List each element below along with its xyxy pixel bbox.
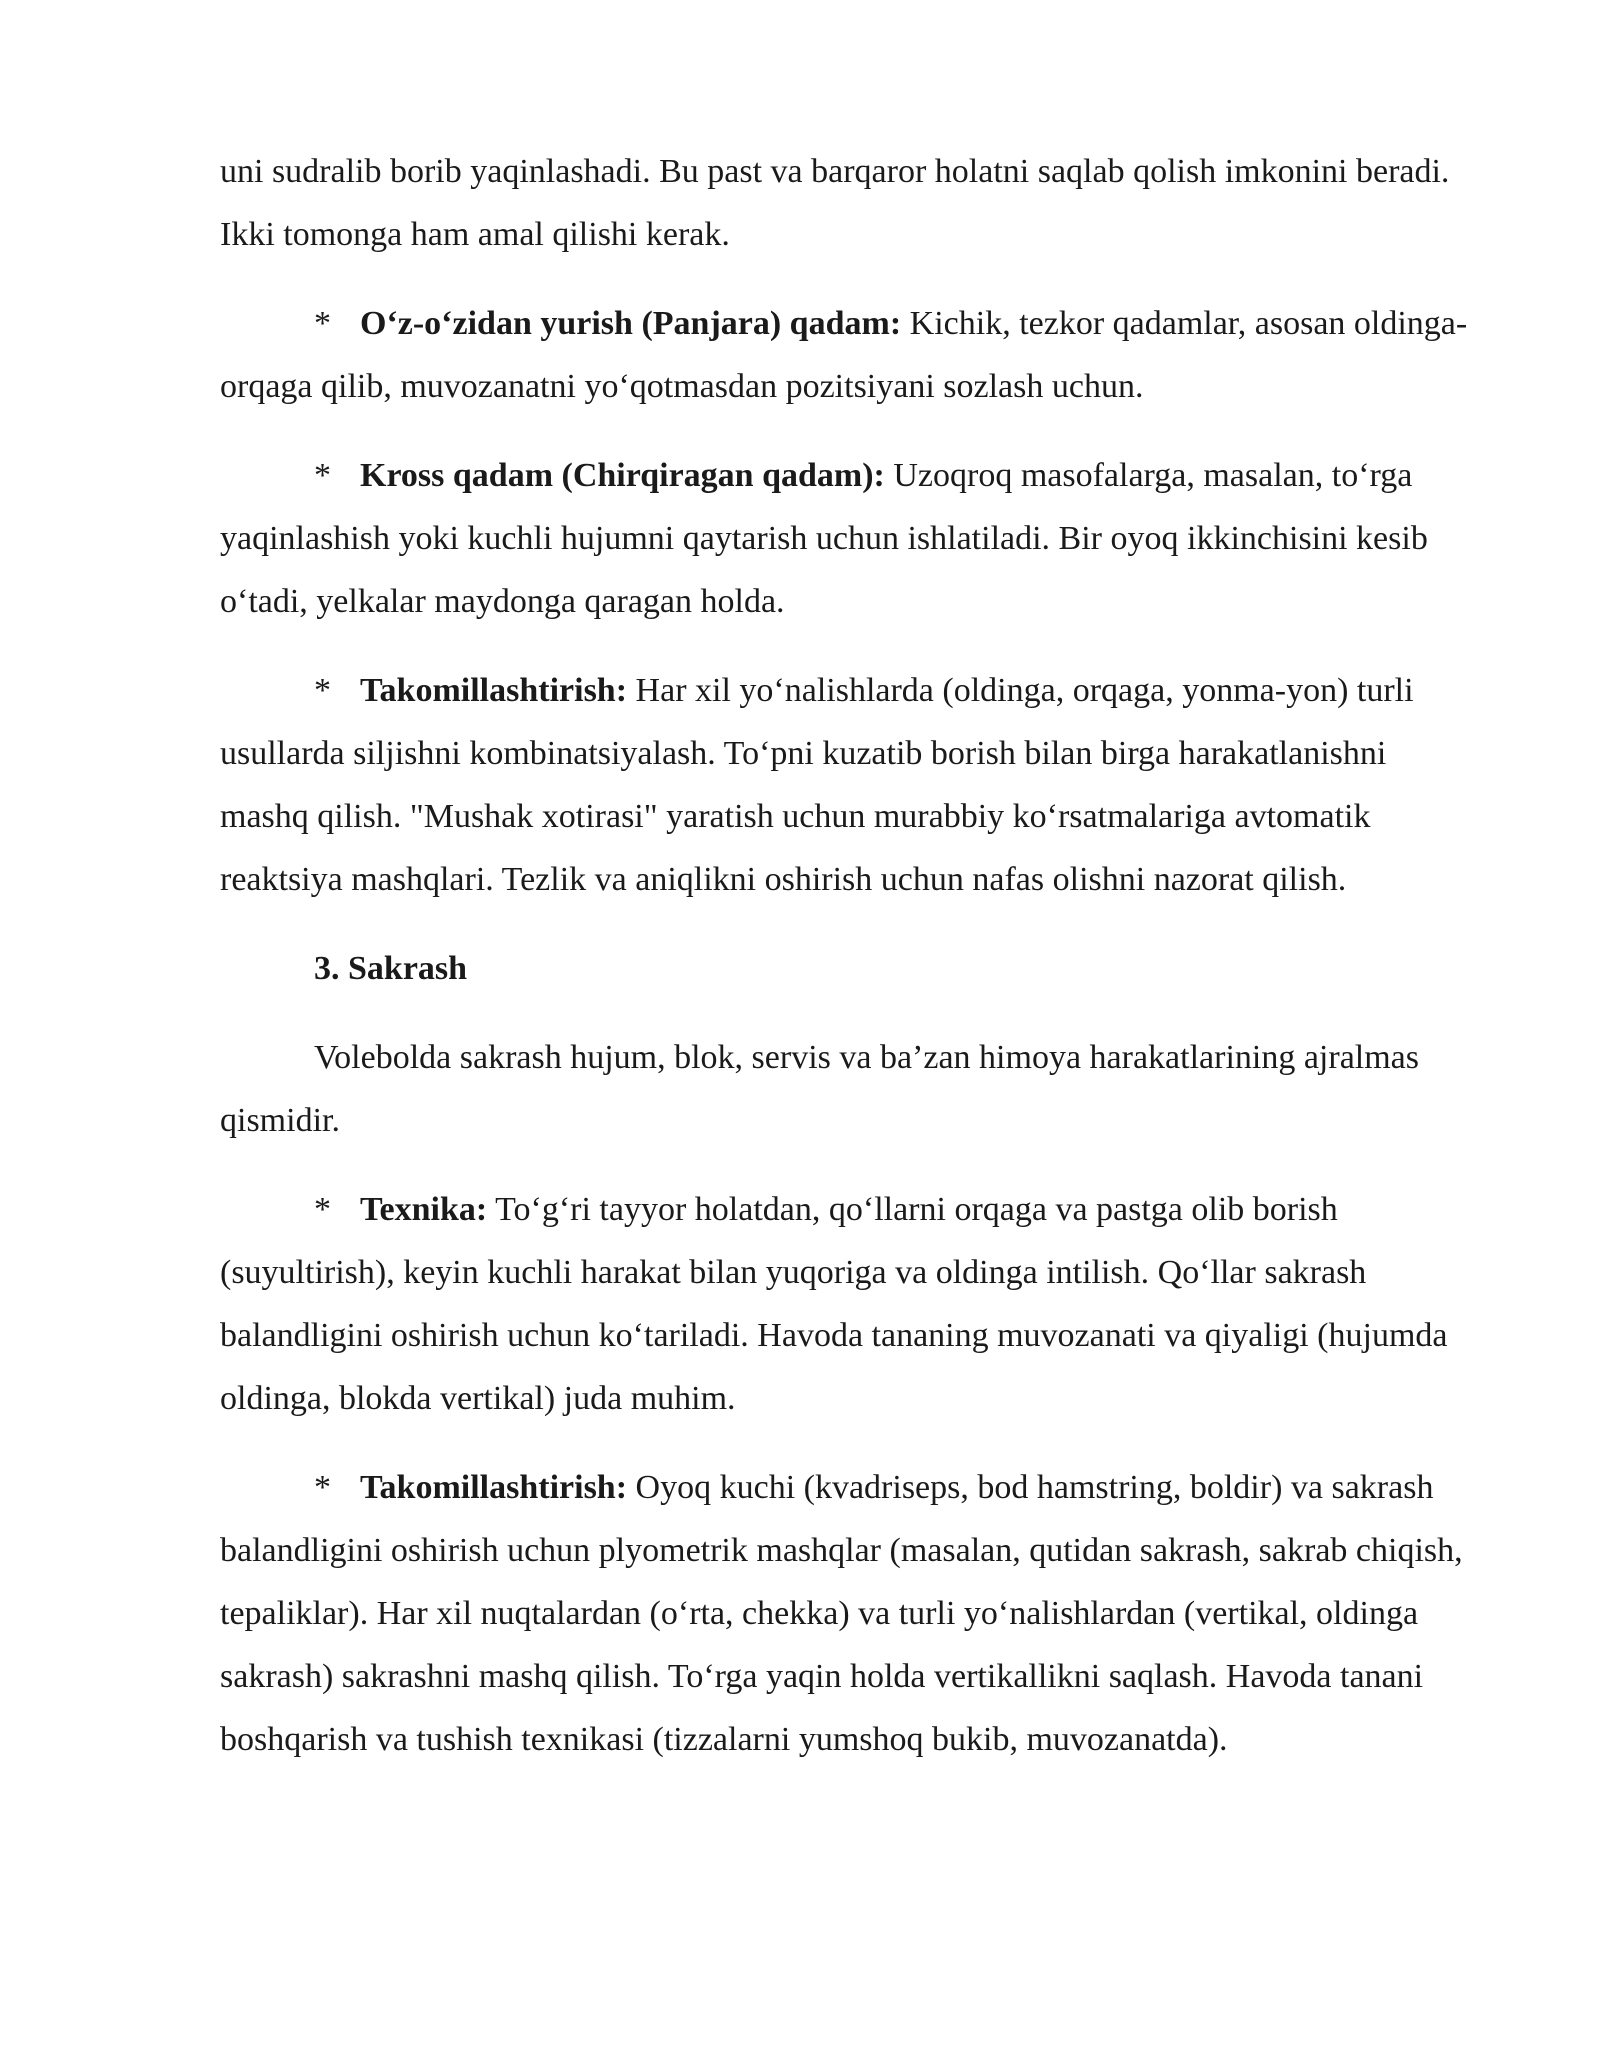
bullet-term: O‘z-o‘zidan yurish (Panjara) qadam: (360, 305, 902, 342)
bullet-term: Texnika: (360, 1191, 488, 1228)
bullet-item-takomillashtirish-2 (220, 1456, 1478, 1771)
bullet-marker: * (314, 1191, 331, 1228)
bullet-text: Kichik, tezkor qadamlar, asosan oldinga-orqaga qilib, muvozanatni yo‘qotmasdan pozitsiyani sozlash uchun. (220, 305, 1468, 405)
bullet-marker: * (314, 305, 331, 342)
bullet-text: To‘g‘ri tayyor holatdan, qo‘llarni orqaga va pastga olib borish (suyultirish), keyin kuchli harakat bilan yuqoriga va oldinga intilish. Qo‘llar sakrash balandligini oshirish uchun ko‘tariladi. Havoda tananing muvozanati va qiyaligi (hujumda oldinga, blokda vertikal) juda muhim. (220, 1191, 1448, 1417)
bullet-item-kross-qadam (220, 444, 1478, 633)
document-body (220, 140, 1478, 1797)
bullet-term: Takomillashtirish: (360, 1469, 628, 1506)
paragraph-intro-sakrash (220, 1026, 1478, 1152)
bullet-item-takomillashtirish-1 (220, 659, 1478, 911)
section-heading-sakrash: 3. Sakrash (314, 950, 468, 987)
bullet-marker: * (314, 457, 331, 494)
paragraph-text: Volebolda sakrash hujum, blok, servis va ba’zan himoya harakatlarining ajralmas qismidir. (220, 1039, 1419, 1139)
bullet-term: Kross qadam (Chirqiragan qadam): (360, 457, 885, 494)
bullet-term: Takomillashtirish: (360, 672, 628, 709)
bullet-text: Uzoqroq masofalarga, masalan, to‘rga yaqinlashish yoki kuchli hujumni qaytarish uchun ishlatiladi. Bir oyoq ikkinchisini kesib o‘tadi, yelkalar maydonga qaragan holda. (220, 457, 1428, 620)
bullet-text: Oyoq kuchi (kvadriseps, bod hamstring, boldir) va sakrash balandligini oshirish uchun plyometrik mashqlar (masalan, qutidan sakrash, sakrab chiqish, tepaliklar). Har xil nuqtalardan (o‘rta, chekka) va turli yo‘nalishlardan (vertikal, oldinga sakrash) sakrashni mashq qilish. To‘rga yaqin holda vertikallikni saqlash. Havoda tanani boshqarish va tushish texnikasi (tizzalarni yumshoq bukib, muvozanatda). (220, 1469, 1463, 1758)
paragraph-text: uni sudralib borib yaqinlashadi. Bu past va barqaror holatni saqlab qolish imkonini beradi. Ikki tomonga ham amal qilishi kerak. (220, 153, 1450, 253)
bullet-marker: * (314, 672, 331, 709)
paragraph-continuation (220, 140, 1478, 266)
bullet-marker: * (314, 1469, 331, 1506)
bullet-item-ozozidan-yurish (220, 292, 1478, 418)
bullet-item-texnika (220, 1178, 1478, 1430)
bullet-text: Har xil yo‘nalishlarda (oldinga, orqaga, yonma-yon) turli usullarda siljishni kombinatsiyalash. To‘pni kuzatib borish bilan birga harakatlanishni mashq qilish. "Mushak xotirasi" yaratish uchun murabbiy ko‘rsatmalariga avtomatik reaktsiya mashqlari. Tezlik va aniqlikni oshirish uchun nafas olishni nazorat qilish. (220, 672, 1414, 898)
